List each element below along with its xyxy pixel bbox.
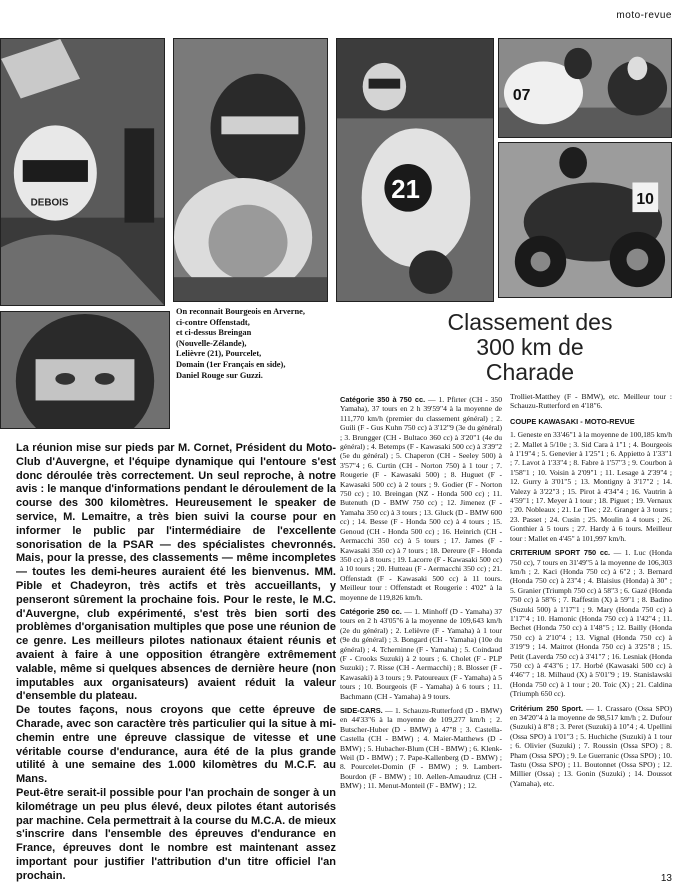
caption-line: On reconnait Bourgeois en Arverne, [176,307,305,316]
result-category: Critérium 250 Sport. [510,703,583,713]
result-block [340,706,502,791]
article-paragraph: La réunion mise sur pieds par M. Cornet, Président du Moto-Club d'Auvergne, et l'équipe dynamique qui l'entoure s'est donc déroulée très correctement. Un seul reproche, à notre avis : le manque d'informations pendant le déroulement de la course des 300 kilomètres. Heureusement le speaker de service, M. Lemaitre, a très bien suivi la course pour en informer le public par l'intermédiaire de l'excellente sonorisation de la PSAR — des spécialistes chevronnés. Mais, pour la presse, des classements — même incompletes — toutes les demi-heures auraient été les bienvenus. MM. Pible et Chadeyron, très actifs et très accueillants, y penseront sûrement la prochaine fois. Pour le reste, le M.C. d'Auvergne, club expérimenté, s'est très bien sorti des problèmes d'organisation multiples que pose une réunion de ce genre. Les meilleurs pilotes nationaux étaient réunis et avaient à faire à une opposition étrangère extrêmement valable, même si quelques absences de dernière heure (non imputables aux organisateurs) avaient réduit la valeur d'ensemble du plateau. [16,442,336,703]
result-text: — 1. Luc (Honda 750 cc), 7 tours en 31'49"5 à la moyenne de 106,303 km/h ; 2. Kaci (Honda 750 cc) à 6"2 ; 3. Bernard (Honda 750 cc) à 23"4 ; 4. Blaisius (Honda) à 30" ; 5. Granier (Triumph 750 cc) à 58"3 ; 6. Gazé (Honda 750 cc) à 58"6 ; 7. Raffestin (X) à 59"1 ; 8. Badino (Suzuki 500) à 1'17"1 ; 9. Mary (Honda 750 cc) à 1'17"4 ; 10. Hamonic (Honda 750 cc) à 1'42"4 ; 11. Bechet (Honda 750 cc) à 1'48"5 ; 12. Bailly (Honda 750 cc) à 2'10"4 ; 13. Vignal (Honda 750 cc) à 3'19"9 ; 14. Maitrot (Honda 750 cc) à 3'25"8 ; 15. Petit (Laverda 750 cc) à 3'41"7 ; 16. Lesniak (Honda 750 cc) à 4'43"6 ; 17. Horbé (Kawasaki 500 cc) à 4'46"7 ; 18. Milhaud (X) à 5'01"9 ; 19. Stanislawski (Honda 750 cc) à 1 tour ; 20. Toic (X) ; 21. Caldina (Triumph 650 cc). [510,548,672,699]
results-column-right [510,392,672,880]
result-text: — 1. Pfirter (CH - 350 Yamaha), 37 tours en 2 h 39'59"4 à la moyenne de 111,770 km/h (premier du classement général) ; 2. Guili (F - Gus Kuhn 750 cc) à 3'12"9 (3e du général) ; 3. Brungger (CH - Bultaco 360 cc) à 3'20"1 (4e du général) ; 4. Betemps (F - Kawasaki 500 cc) à 3'39"2 (5e du général) ; 5. Chaperon (CH - Seeley 500) à 3'57"4 ; 6. Curtin (CH - Norton 750) à 1 tour ; 7. Rougerie (F - Kawasaki 500) ; 8. Huguet (F - Kawasaki 500 cc) à 2 tours ; 9. Godier (F - Norton 750 cc) ; 10. Breingan (NZ - Honda 500 cc) ; 11. Butenuth (D - BMW 750 cc) ; 12. Jimenez (F - Yamaha 350 cc) à 3 tours ; 13. Gluck (D - BMW 600 cc) ; 14. Besse (F - Honda 500 cc) à 4 tours ; 15. Genoud (CH - Honda 500 cc) ; 16. Heinrich (CH - Aermacchi 350 cc) à 5 tours ; 17. James (F - Kawasaki 350 cc) à 7 tours ; 18. Dereure (F - Honda 350 cc) à 8 tours ; 19. Lacorre (F - Kawasaki 500 cc) à 10 tours ; 20. Hutteau (F - Aermacchi 350 cc) ; 21. Offenstadt (F - Kawasaki 500 cc) à 11 tours. Meilleur tour : Offenstadt et Rougerie : 4'02" à la moyenne de 119,826 km/h. [340,395,502,602]
title-line: 300 km de [476,334,584,360]
caption-line: Lelièvre (21), Pourcelet, [176,349,262,359]
result-category: SIDE-CARS. [340,706,383,715]
photo-rider-white-helmet [0,38,165,306]
article-body [16,442,336,884]
article-paragraph: De toutes façons, nous croyons que cette épreuve de Charade, avec son caractère très particulier qui la situe à mi-chemin entre une épreuve classique de vitesse et une véritable course d'endurance, aura été de la plus grande utilité à une semaine des 1.000 kilomètres du M.C.F. au Mans. [16,704,336,786]
result-text: — 1. Crassaro (Ossa SPO) en 34'20"4 à la moyenne de 98,517 km/h ; 2. Dufour (Suzuki) à 8"8 ; 3. Peret (Suzuki) à 10"4 ; 4. Upellini (Ossa SPO) à 1'01"3 ; 5. Huchiche (Suzuki) à 1 tour ; 6. Olivier (Suzuki) ; 7. Roussin (Ossa SPO) ; 8. Pham (Ossa SPO) ; 9. Le Guerranic (Ossa SPO) ; 10. Tastu (Ossa SPO) ; 11. Boutonnet (Ossa SPO) ; 12. Millier (Ossa) ; 13. Gonin (Suzuki) ; 14. Doussot (Yamaha), etc. [510,703,672,788]
photo-rider-21 [336,38,494,302]
result-block [340,607,502,701]
results-column-middle [340,395,502,885]
kawasaki-cup-heading: COUPE KAWASAKI - MOTO-REVUE [510,416,635,426]
magazine-header: moto-revue [616,10,672,21]
article-paragraph: Peut-être serait-il possible pour l'an prochain de songer à un kilométrage un peu plus élevé, deux pilotes étant autorisés par machine. Cela permettrait à la course du M.C.A. de mieux s'inscrire dans l'ensemble des épreuves d'endurance en France, épreuves dont le nombre est maintenant assez important pour justifier l'attribution d'un titre officiel l'an prochain. [16,786,336,882]
result-block [340,395,502,602]
caption-line: Daniel Rouge sur Guzzi. [176,370,263,380]
caption-line: (Nouvelle-Zélande), [176,338,247,348]
result-category: CRITERIUM SPORT 750 cc. [510,548,611,558]
result-block [510,548,672,699]
title-line: Charade [485,359,575,385]
caption-line: Domain (1er Français en side), [176,359,286,369]
article-title [392,310,668,385]
sidecar-continuation: Trolliet-Matthey (F - BMW), etc. Meilleur tour : Schauzu-Rutterford en 4'18"6. [510,392,672,411]
photo-rider-closeup [0,311,170,429]
title-line: Classement des [447,309,613,335]
race-number-07: 07 [512,86,531,104]
caption-line: et ci-dessus Breingan [176,328,252,338]
result-category: Catégorie 250 cc. [340,606,402,616]
photo-rider-07 [498,38,672,138]
kawasaki-cup-results: 1. Geneste en 33'46"1 à la moyenne de 100,185 km/h ; 2. Mallet à 5/10e ; 3. Sid Cara à 1"1 ; 4. Bourgeois à 1'19"4 ; 5. Genevier à 1'25"1 ; 6. Appietto à 1'33"1 ; 7. Lavot à 1'33"4 ; 8. Fabre à 1'57"3 ; 9. Courbon à 1'58"1 ; 10. Voisin à 2'09"1 ; 11. Lesage à 2'39"4 ; 12. Gurry à 3'01"5 ; 13. Montigny à 3'17"2 ; 14. Valezy à 3'22"3 ; 15. Pirot à 4'34"4 ; 16. Vautrin à 4'59"1 ; 17. Meyer à 1 tour ; 18. Piguet ; 19. Vernaux ; 20. Nobleaux ; 21. Le Tiec ; 22. Granger à 3 tours ; 23. Passet ; 24. Cusin ; 25. Moulin à 4 tours ; 26. Gonthier à 5 tours ; 27. Hardy à 6 tours. Meilleur tour : Mallet en 4'45" à 101,997 km/h. [510,430,672,543]
race-number-10: 10 [636,191,654,209]
result-text: — 1. Schauzu-Rutterford (D - BMW) en 44'33"6 à la moyenne de 109,277 km/h ; 2. Butscher-Huber (D - BMW) à 47"8 ; 3. Castella-Castella (CH - BMW) ; 4. Maier-Matthews (D - BMW) ; 5. Hubacher-Blum (CH - BMW) ; 6. Klenk-Weil (D - BMW) ; 7. Pape-Kallenberg (D - BMW) ; 8. Pourcelet-Domin (F - BMW) ; 9. Lambert-Bourdon (F - BMW) ; 10. Aellen-Amaudruz (CH - BMW) ; 11. Menut-Monteil (F - BMW) ; 12. [340,706,502,791]
photo-caption [176,307,324,381]
photo-rider-10 [498,142,672,298]
result-block [510,704,672,789]
page-number: 13 [660,873,672,884]
race-number-21: 21 [391,175,420,204]
helmet-lettering: DEBOIS [30,197,69,209]
result-text: — 1. Minhoff (D - Yamaha) 37 tours en 2 h 43'05"6 à la moyenne de 109,643 km/h (2e du général) ; 2. Lelièvre (F - Yamaha) à 1 tour (9e du général) ; 3. Bongard (CH - Yamaha) (10e du général) ; 4. Tcherninne (F - Yamaha) ; 5. Coindaud (F - Crooks Suzuki) à 2 tours ; 6. Cholet (F - PLP Suzuki) ; 7. Risse (CH - Aermacchi) ; 8. Blosser (F - Kawasaki) à 3 tours ; 9. Patoureaux (F - Yamaha) à 5 tours ; 10. Bourgeois (F - Yamaha) à 6 tours ; 11. Bachmann (CH - Yamaha) à 9 tours. [340,606,502,701]
result-category: Catégorie 350 à 750 cc. [340,395,426,404]
caption-line: ci-contre Offenstadt, [176,317,250,327]
photo-rider-black-helmet [173,38,328,302]
